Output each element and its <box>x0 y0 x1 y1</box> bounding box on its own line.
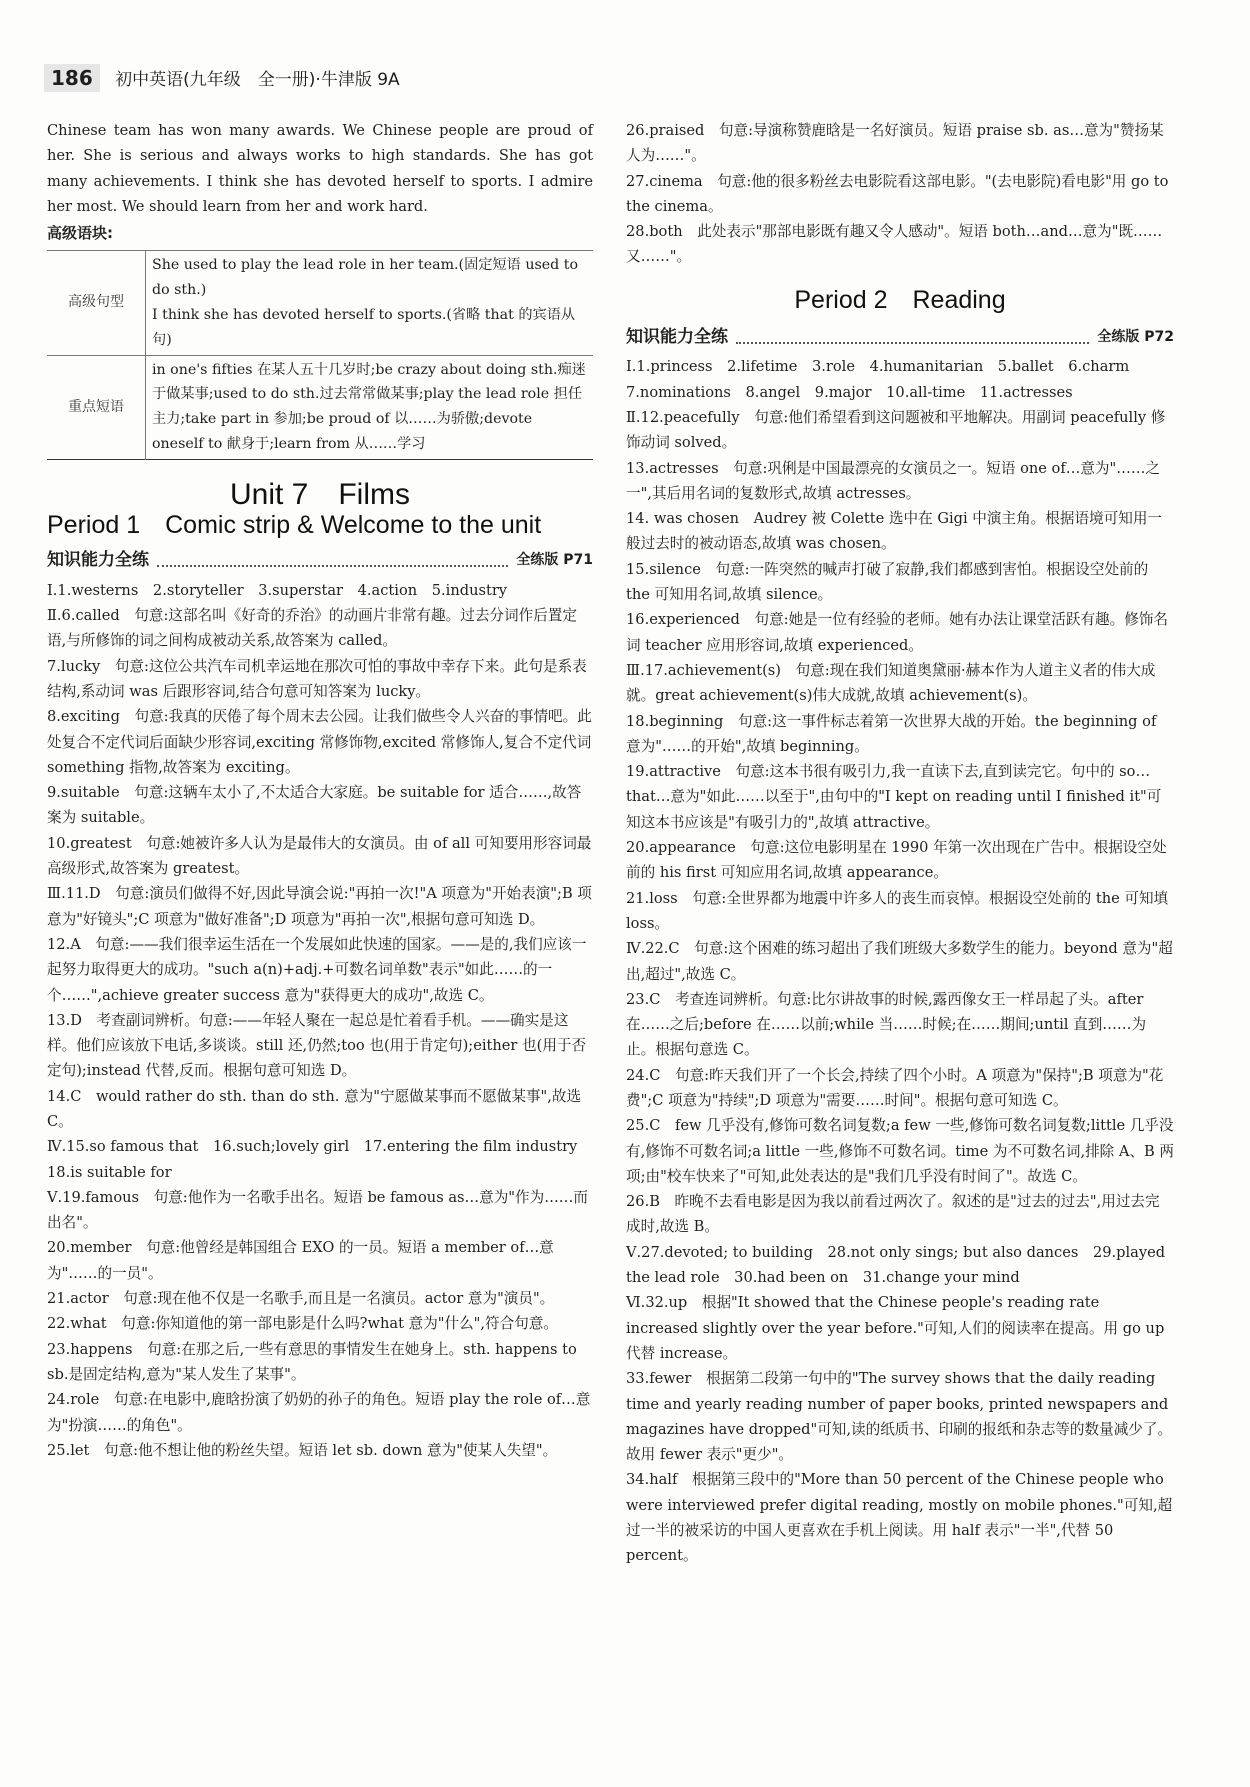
table-cell-sentences <box>146 251 594 355</box>
answers-right <box>626 354 1174 1568</box>
section-header-1 <box>47 548 593 573</box>
answer-item: 21.loss 句意:全世界都为地震中许多人的丧生而哀悼。根据设空处前的 the 可知填 loss。 <box>626 889 1169 932</box>
answer-item: 20.member 句意:他曾经是韩国组合 EXO 的一员。短语 a member of…意为"……的一员"。 <box>47 1239 554 1282</box>
answer-item: 22.what 句意:你知道他的第一部电影是什么吗?what 意为"什么",符合句意。 <box>47 1315 559 1333</box>
period-1-title: Period 1 Comic strip & Welcome to the unit <box>47 511 542 540</box>
section-header-2 <box>626 325 1174 350</box>
answer-item: 20.appearance 句意:这位电影明星在 1990 年第一次出现在广告中。根据设空处前的 his first 可知应用名词,故填 appearance。 <box>626 839 1167 882</box>
answers-left <box>47 578 593 1463</box>
sentence-1: She used to play the lead role in her team.(固定短语 used to do sth.) <box>152 257 578 299</box>
answer-item: 19.attractive 句意:这本书很有吸引力,我一直读下去,直到读完它。句中的 so…that…意为"如此……以至于",由句中的"I kept on reading until I finished it"可知这本书应该是"有吸引力的",故填 attractive。 <box>626 763 1162 831</box>
right-column <box>626 118 1174 1569</box>
answer-item: 28.both 此处表示"那部电影既有趣又令人感动"。短语 both…and…意为"既……又……"。 <box>626 223 1163 266</box>
dotted-leader <box>736 332 1089 344</box>
answer-item: 18.beginning 句意:这一事件标志着第一次世界大战的开始。the beginning of 意为"……的开始",故填 beginning。 <box>626 712 1157 755</box>
unit-title: Unit 7 Films <box>229 477 410 511</box>
answer-item: 26.B 昨晚不去看电影是因为我以前看过两次了。叙述的是"过去的过去",用过去完成时,故选 B。 <box>626 1193 1160 1236</box>
answer-item: Ⅳ.22.C 句意:这个困难的练习超出了我们班级大多数学生的能力。beyond 意为"超出,超过",故选 C。 <box>626 940 1173 983</box>
answer-item: 34.half 根据第三段中的"More than 50 percent of the Chinese people who were interviewed prefer digital reading, mostly on mobile phones."可知,超过一半的被采访的中国人更喜欢在手机上阅读。用 half 表示"一半",代替 50 percent。 <box>626 1471 1173 1565</box>
answer-item: 27.cinema 句意:他的很多粉丝去电影院看这部电影。"(去电影院)看电影"用 go to the cinema。 <box>626 172 1169 215</box>
answer-item: Ⅲ.17.achievement(s) 句意:现在我们知道奥黛丽·赫本作为人道主义者的伟大成就。great achievement(s)伟大成就,故填 achievement(s)。 <box>626 661 1156 705</box>
answer-item: 7.nominations 8.angel 9.major 10.all-time 11.actresses <box>626 383 1073 401</box>
answer-item: 25.let 句意:他不想让他的粉丝失望。短语 let sb. down 意为"使某人失望"。 <box>47 1441 558 1459</box>
answer-item: 9.suitable 句意:这辆车太小了,不太适合大家庭。be suitable for 适合……,故答案为 suitable。 <box>47 784 582 827</box>
section-ref: 全练版 P72 <box>1097 329 1174 346</box>
advanced-label: 高级语块: <box>47 224 113 243</box>
answer-item: 13.actresses 句意:巩俐是中国最漂亮的女演员之一。短语 one of…意为"……之一",其后用名词的复数形式,故填 actresses。 <box>626 459 1161 502</box>
answer-item: Ⅴ.19.famous 句意:他作为一名歌手出名。短语 be famous as…意为"作为……而出名"。 <box>47 1188 588 1232</box>
answer-item: 13.D 考查副词辨析。句意:——年轻人聚在一起总是忙着看手机。——确实是这样。他们应该放下电话,多谈谈。still 还,仍然;too 也(用于肯定句);either 也(用于否定句);instead 代替,反而。根据句意可知选 D。 <box>47 1011 587 1080</box>
answer-item: Ⅵ.32.up 根据"It showed that the Chinese people's reading rate increased slightly over the year before."可知,人们的阅读率在提高。用 go up 代替 increase。 <box>626 1294 1165 1362</box>
answer-item: 8.exciting 句意:我真的厌倦了每个周末去公园。让我们做些令人兴奋的事情吧。此处复合不定代词后面缺少形容词,exciting 常修饰物,excited 常修饰人,复合不定代词 something 指物,故答案为 exciting。 <box>47 708 592 776</box>
answer-item: Ⅰ.1.westerns 2.storyteller 3.superstar 4.action 5.industry <box>47 581 508 599</box>
phrase-table <box>47 250 593 459</box>
answer-item: 24.role 句意:在电影中,鹿晗扮演了奶奶的孙子的角色。短语 play the role of…意为"扮演……的角色"。 <box>47 1391 591 1434</box>
answer-item: 33.fewer 根据第二段第一句中的"The survey shows that the daily reading time and yearly reading number of paper books, printed newspapers and magazines have dropped"可知,读的纸质书、印刷的报纸和杂志等的数量减少了。故用 fewer 表示"更少"。 <box>626 1370 1173 1464</box>
answer-item: 10.greatest 句意:她被许多人认为是最伟大的女演员。由 of all 可知要用形容词最高级形式,故答案为 greatest。 <box>47 834 592 878</box>
table-head-sentence: 高级句型 <box>47 251 146 355</box>
section-ref: 全练版 P71 <box>516 552 593 569</box>
answer-item: Ⅱ.6.called 句意:这部名叫《好奇的乔治》的动画片非常有趣。过去分词作后置定语,与所修饰的词之间构成被动关系,故答案为 called。 <box>47 607 577 650</box>
answer-item: 21.actor 句意:现在他不仅是一名歌手,而且是一名演员。actor 意为"演员"。 <box>47 1290 555 1308</box>
answers-right-top <box>626 118 1174 270</box>
answer-item: Ⅴ.27.devoted; to building 28.not only sings; but also dances 29.played the lead role 30.had been on 31.change your mind <box>626 1243 1166 1287</box>
table-head-phrase: 重点短语 <box>47 355 146 459</box>
answer-item: 26.praised 句意:导演称赞鹿晗是一名好演员。短语 praise sb. as…意为"赞扬某人为……"。 <box>626 122 1164 165</box>
answer-item: 15.silence 句意:一阵突然的喊声打破了寂静,我们都感到害怕。根据设空处前的 the 可知用名词,故填 silence。 <box>626 560 1149 604</box>
page-header <box>44 64 604 100</box>
period-2-title: Period 2 Reading <box>794 285 1006 314</box>
answer-item: 7.lucky 句意:这位公共汽车司机幸运地在那次可怕的事故中幸存下来。此句是系表结构,系动词 was 后跟形容词,结合句意可知答案为 lucky。 <box>47 657 587 700</box>
section-title: 知识能力全练 <box>626 327 728 348</box>
answer-item: 16.experienced 句意:她是一位有经验的老师。她有办法让课堂活跃有趣。修饰名词 teacher 应用形容词,故填 experienced。 <box>626 611 1169 654</box>
sentence-2: I think she has devoted herself to sports.(省略 that 的宾语从句) <box>152 307 576 348</box>
answer-item: 24.C 句意:昨天我们开了一个长会,持续了四个小时。A 项意为"保持";B 项意为"花费";C 项意为"持续";D 项意为"需要……时间"。根据句意可知选 C。 <box>626 1066 1164 1109</box>
section-title: 知识能力全练 <box>47 550 149 571</box>
answer-item: Ⅳ.15.so famous that 16.such;lovely girl 17.entering the film industry <box>47 1138 578 1156</box>
answer-item: 14.C would rather do sth. than do sth. 意为"宁愿做某事而不愿做某事",故选 C。 <box>47 1087 582 1130</box>
answer-item: Ⅰ.1.princess 2.lifetime 3.role 4.humanitarian 5.ballet 6.charm <box>626 358 1130 376</box>
answer-item: 25.C few 几乎没有,修饰可数名词复数;a few 一些,修饰可数名词复数;little 几乎没有,修饰不可数名词;a little 一些,修饰不可数名词。time 为不可数名词,排除 A、B 两项;由"校车快来了"可知,此处表达的是"我们几乎没有时间了"。故选 C。 <box>626 1117 1174 1185</box>
book-title: 初中英语(九年级 全一册)·牛津版 9A <box>115 70 400 90</box>
intro-paragraph: Chinese team has won many awards. We Chinese people are proud of her. She is serious and always works to high standards. She has got many achievements. I think she has devoted herself to sports. I admire her most. We should learn from her and work hard. <box>47 122 593 215</box>
answer-item: 14. was chosen Audrey 被 Colette 选中在 Gigi 中演主角。根据语境可知用一般过去时的被动语态,故填 was chosen。 <box>626 510 1163 553</box>
answer-item: 23.C 考查连词辨析。句意:比尔讲故事的时候,露西像女王一样昂起了头。after 在……之后;before 在……以前;while 当……时候;在……期间;until 直到……为止。根据句意选 C。 <box>626 990 1147 1059</box>
answer-item: 12.A 句意:——我们很幸运生活在一个发展如此快速的国家。——是的,我们应该一起努力取得更大的成功。"such a(n)+adj.+可数名词单数"表示"如此……的一个……",achieve greater success 意为"获得更大的成功",故选 C。 <box>47 935 587 1004</box>
answer-item: 23.happens 句意:在那之后,一些有意思的事情发生在她身上。sth. happens to sb.是固定结构,意为"某人发生了某事"。 <box>47 1340 577 1383</box>
answer-item: Ⅱ.12.peacefully 句意:他们希望看到这问题被和平地解决。用副词 peacefully 修饰动词 solved。 <box>626 408 1166 452</box>
answer-item: 18.is suitable for <box>47 1163 172 1181</box>
page-number: 186 <box>44 64 100 92</box>
dotted-leader <box>157 555 508 567</box>
answer-item: Ⅲ.11.D 句意:演员们做得不好,因此导演会说:"再拍一次!"A 项意为"开始表演";B 项意为"好镜头";C 项意为"做好准备";D 项意为"再拍一次",根据句意可知选 D。 <box>47 885 592 928</box>
table-cell-phrases: in one's fifties 在某人五十几岁时;be crazy about doing sth.痴迷于做某事;used to do sth.过去常常做某事;play the lead role 担任主力;take part in 参加;be proud of 以……为骄傲;devote oneself to 献身于;learn from 从……学习 <box>146 355 594 459</box>
left-column <box>47 118 593 1463</box>
